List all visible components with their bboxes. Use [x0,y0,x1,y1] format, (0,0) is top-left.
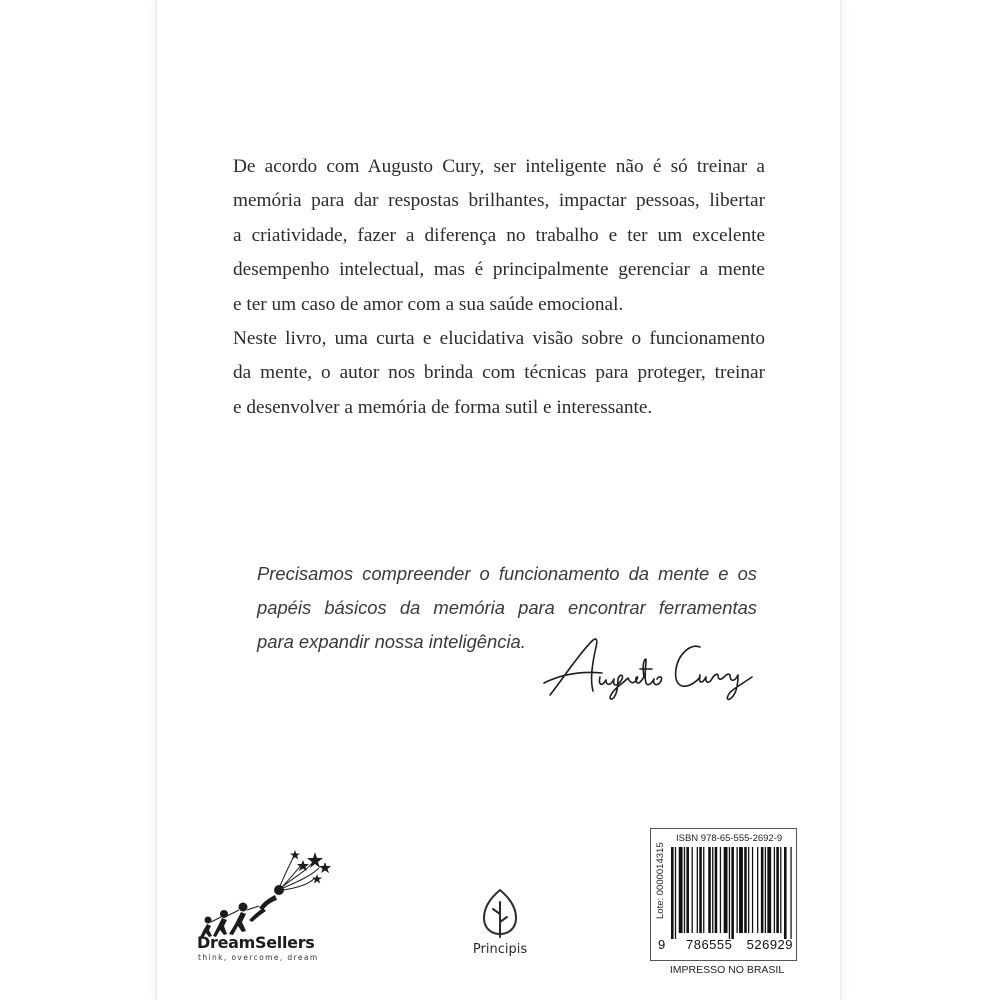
signature-icon [540,625,755,705]
dreamsellers-tagline: think, overcome, dream [198,953,319,962]
description-line: da mente, o autor nos brinda com técnicas para proteger, treinar [233,362,765,384]
dreamsellers-name: DreamSellers [197,933,315,952]
description-line: memória para dar respostas brilhantes, impactar pessoas, libertar [233,190,765,212]
description-line: desempenho intelectual, mas é principalmente gerenciar a mente [233,259,765,281]
isbn-label: ISBN 978-65-555-2692-9 [676,833,783,844]
barcode-area [650,828,797,961]
barcode-icon [671,847,793,939]
quote-line: para expandir nossa inteligência. [257,631,526,652]
book-description [233,150,765,425]
dreamsellers-logo-icon [197,850,337,938]
description-line: De acordo com Augusto Cury, ser inteligente não é só treinar a [233,156,765,177]
ean-left-digits: 786555 [685,937,733,952]
dreamsellers-logo [197,850,337,965]
ean-right-digits: 526929 [746,937,794,952]
principis-name: Principis [472,942,528,957]
ean-first-digit: 9 [658,937,666,952]
quote-line: Precisamos compreender o funcionamento da mente e os [257,563,757,584]
description-line: Neste livro, uma curta e elucidativa visão sobre o funcionamento [233,328,765,350]
ean-digits [658,937,794,952]
principis-leaf-icon [482,888,518,938]
lote-label: Lote: 0000014315 [655,842,666,919]
description-line: e desenvolver a memória de forma sutil e interessante. [233,396,653,418]
description-line: a criatividade, fazer a diferença no trabalho e ter um excelente [233,224,765,246]
book-back-cover [157,0,840,1000]
printed-in-label: IMPRESSO NO BRASIL [669,964,785,976]
principis-logo [465,888,535,968]
description-line: e ter um caso de amor com a sua saúde emocional. [233,293,624,315]
quote-line: papéis básicos da memória para encontrar ferramentas [257,597,757,618]
